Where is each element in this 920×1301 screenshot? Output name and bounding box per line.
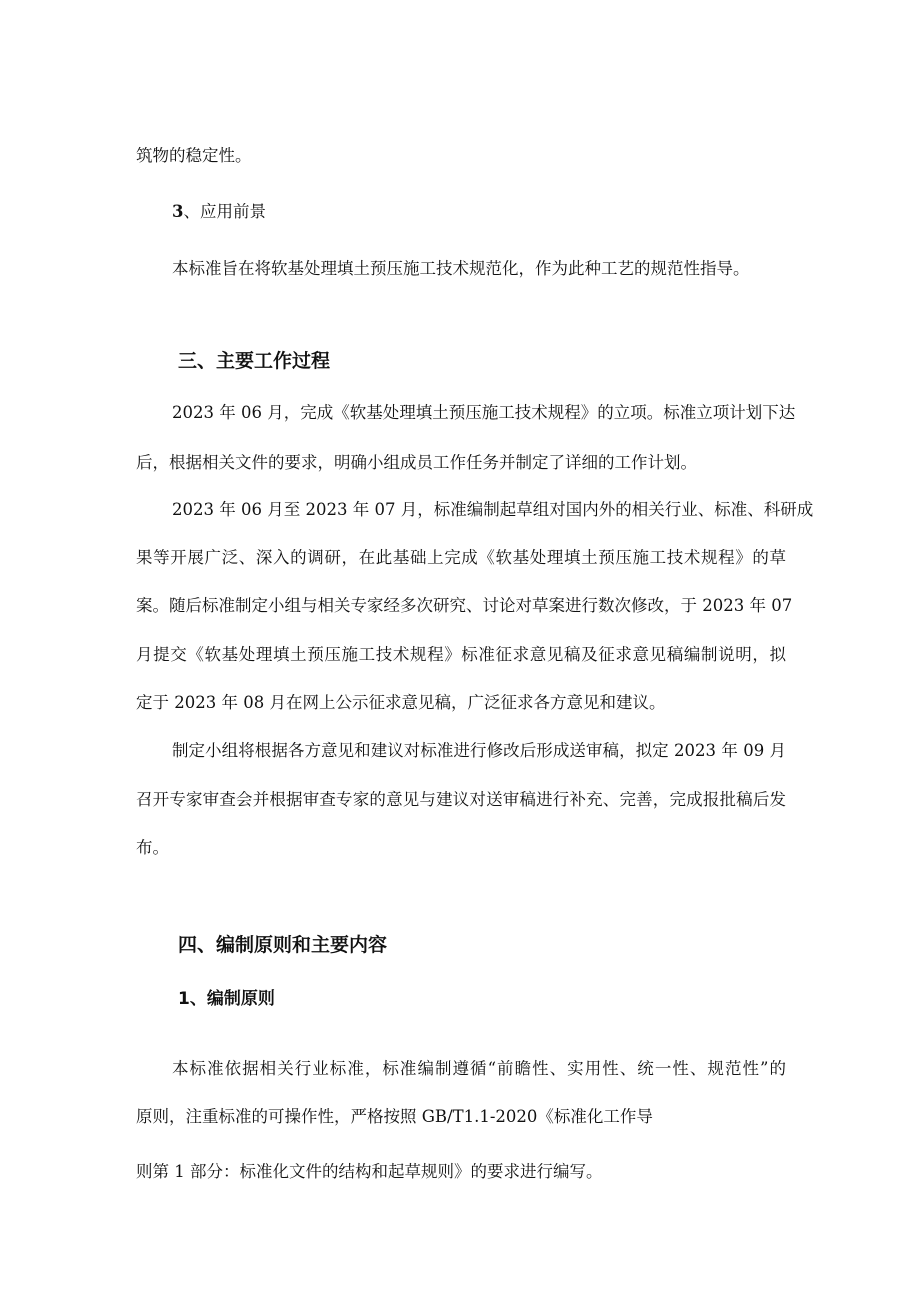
section-3-heading: 三、主要工作过程 [178, 350, 331, 372]
work-process-p1-line2: 后，根据相关文件的要求，明确小组成员工作任务并制定了详细的工作计划。 [136, 453, 697, 472]
work-process-p3-line2: 召开专家审查会并根据审查专家的意见与建议对送审稿进行补充、完善，完成报批稿后发 [136, 790, 786, 809]
principle-line1: 本标准依据相关行业标准，标准编制遵循“前瞻性、实用性、统一性、规范性”的 [172, 1059, 786, 1078]
work-process-p2-line2: 果等开展广泛、深入的调研，在此基础上完成《软基处理填土预压施工技术规程》的草 [136, 548, 786, 567]
application-prospect-text: 本标准旨在将软基处理填土预压施工技术规范化，作为此种工艺的规范性指导。 [172, 259, 750, 278]
principle-line3: 则第 1 部分：标准化文件的结构和起草规则》的要求进行编写。 [136, 1162, 603, 1181]
section-4-heading: 四、编制原则和主要内容 [178, 934, 388, 956]
item-3-title: 、应用前景 [183, 202, 266, 221]
paragraph-continuation: 筑物的稳定性。 [136, 146, 252, 165]
item-3-heading [172, 202, 266, 222]
work-process-p3-line1: 制定小组将根据各方意见和建议对标准进行修改后形成送审稿，拟定 2023 年 09 月 [172, 741, 786, 760]
work-process-p2-line1: 2023 年 06 月至 2023 年 07 月，标准编制起草组对国内外的相关行业、标准、科研成 [172, 500, 814, 519]
work-process-p1-line1: 2023 年 06 月，完成《软基处理填土预压施工技术规程》的立项。标准立项计划下达 [172, 403, 796, 422]
work-process-p3-line3: 布。 [136, 838, 169, 857]
item-3-number: 3 [172, 202, 184, 221]
principle-line2: 原则，注重标准的可操作性，严格按照 GB/T1.1-2020《标准化工作导 [136, 1107, 653, 1126]
work-process-p2-line5: 定于 2023 年 08 月在网上公示征求意见稿，广泛征求各方意见和建议。 [136, 693, 666, 712]
work-process-p2-line4: 月提交《软基处理填土预压施工技术规程》标准征求意见稿及征求意见稿编制说明，拟 [136, 645, 786, 664]
work-process-p2-line3: 案。随后标准制定小组与相关专家经多次研究、讨论对草案进行数次修改，于 2023 年 07 [136, 596, 793, 615]
subsection-1-heading: 1、编制原则 [178, 989, 275, 1009]
